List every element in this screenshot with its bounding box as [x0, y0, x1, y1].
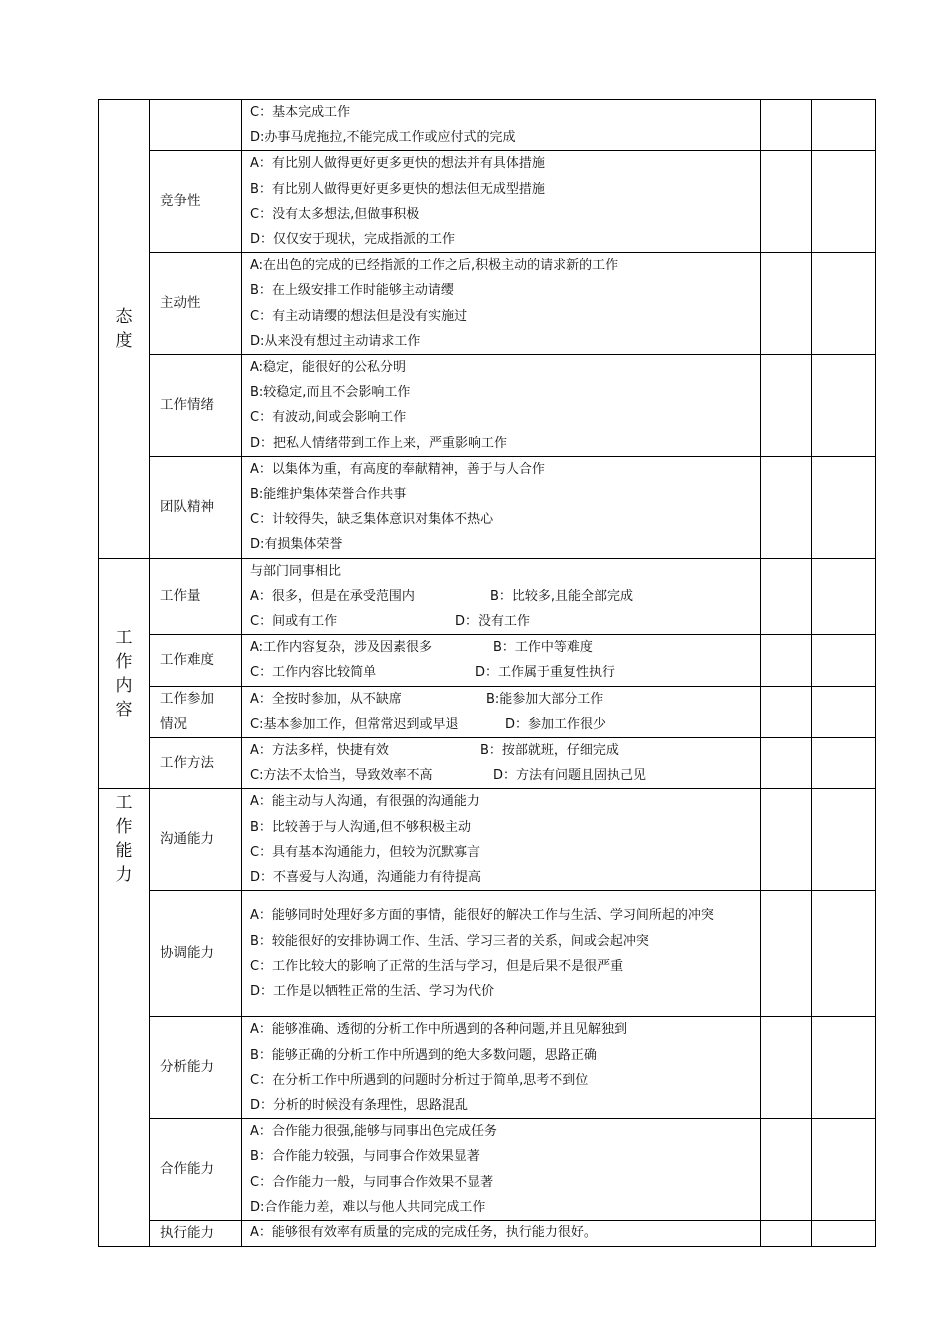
score-cell[interactable]: [761, 1017, 812, 1119]
category-work-content-char-4: 容: [115, 699, 133, 720]
category-attitude: [99, 100, 150, 559]
table-row: [99, 635, 876, 686]
criterion-options: [242, 456, 761, 558]
criterion-name-line-2: 情况: [160, 715, 187, 732]
option-b: B：工作中等难度: [493, 640, 593, 656]
criterion-options: [242, 738, 761, 789]
score-cell[interactable]: [761, 558, 812, 635]
table-row: [99, 1017, 876, 1119]
option-line: [250, 738, 756, 763]
category-work-content: [99, 558, 150, 789]
option-line: B：合作能力较强，与同事合作效果显著: [250, 1149, 480, 1165]
option-line: A：能主动与人沟通，有很强的沟通能力: [250, 794, 480, 810]
option-a: A：方法多样，快捷有效: [250, 743, 389, 759]
remark-cell[interactable]: [812, 789, 876, 891]
option-line: A：能够很有效率有质量的完成的完成任务，执行能力很好。: [250, 1225, 597, 1241]
option-line: C：基本完成工作: [250, 105, 351, 120]
criterion-options: [242, 558, 761, 635]
remark-cell[interactable]: [812, 891, 876, 1017]
criterion-name: [150, 686, 242, 737]
score-cell[interactable]: [761, 1220, 812, 1246]
option-b: B:能参加大部分工作: [486, 691, 604, 707]
option-line: [250, 763, 756, 788]
option-line: C：有主动请缨的想法但是没有实施过: [250, 308, 468, 324]
category-work-ability-char-4: 力: [115, 865, 133, 886]
option-line: B：能够正确的分析工作中所遇到的绝大多数问题，思路正确: [250, 1047, 597, 1063]
category-work-ability-char-1: 工: [115, 793, 133, 814]
criterion-name: 竞争性: [150, 151, 242, 253]
option-line: A：有比别人做得更好更多更快的想法并有具体措施: [250, 156, 545, 172]
option-line: D：不喜爱与人沟通，沟通能力有待提高: [250, 870, 482, 886]
category-work-ability-char-3: 能: [115, 841, 133, 862]
option-c: C：工作内容比较简单: [250, 665, 377, 681]
option-line: B：在上级安排工作时能够主动请缨: [250, 283, 454, 299]
criterion-name: 工作方法: [150, 738, 242, 789]
option-line: [250, 660, 756, 685]
criterion-options: [242, 686, 761, 737]
option-line: [250, 687, 756, 712]
option-line: A：能够同时处理好多方面的事情，能很好的解决工作与生活、学习间所起的冲突: [250, 908, 714, 924]
option-a: A：全按时参加，从不缺席: [250, 691, 402, 707]
category-attitude-char-2: 度: [115, 330, 133, 351]
remark-cell[interactable]: [812, 1220, 876, 1246]
evaluation-table: [98, 99, 876, 1247]
option-b: B：按部就班，仔细完成: [480, 743, 619, 759]
score-cell[interactable]: [761, 100, 812, 151]
remark-cell[interactable]: [812, 738, 876, 789]
remark-cell[interactable]: [812, 253, 876, 355]
table-row: [99, 100, 876, 151]
category-work-ability: [99, 789, 150, 1246]
criterion-name: 主动性: [150, 253, 242, 355]
option-line: D：把私人情绪带到工作上来，严重影响工作: [250, 435, 508, 451]
table-row: [99, 355, 876, 457]
option-line: D:合作能力差，难以与他人共同完成工作: [250, 1199, 486, 1215]
option-line: D:办事马虎拖拉,不能完成工作或应付式的完成: [250, 130, 516, 146]
option-c: C:方法不太恰当，导致效率不高: [250, 768, 433, 784]
option-line: [250, 635, 756, 660]
option-line: A:稳定，能很好的公私分明: [250, 360, 407, 376]
option-d: D：没有工作: [455, 614, 531, 630]
option-d: D：方法有问题且固执己见: [493, 768, 647, 784]
criterion-options: [242, 253, 761, 355]
remark-cell[interactable]: [812, 1119, 876, 1221]
criterion-name: 工作量: [150, 558, 242, 635]
option-line: C：合作能力一般，与同事合作效果不显著: [250, 1174, 494, 1190]
option-line: D:从来没有想过主动请求工作: [250, 333, 421, 349]
remark-cell[interactable]: [812, 635, 876, 686]
score-cell[interactable]: [761, 151, 812, 253]
criterion-options: [242, 1220, 761, 1246]
table-row: [99, 456, 876, 558]
criterion-name: 工作情绪: [150, 355, 242, 457]
option-line: C：计较得失，缺乏集体意识对集体不热心: [250, 512, 494, 528]
option-line: B:能维护集体荣誉合作共事: [250, 487, 407, 503]
score-cell[interactable]: [761, 789, 812, 891]
remark-cell[interactable]: [812, 100, 876, 151]
score-cell[interactable]: [761, 891, 812, 1017]
option-line: [250, 584, 756, 609]
option-a: A：很多，但是在承受范围内: [250, 588, 415, 604]
criterion-options: [242, 151, 761, 253]
option-line: D：分析的时候没有条理性，思路混乱: [250, 1097, 469, 1113]
option-a: A:工作内容复杂，涉及因素很多: [250, 640, 433, 656]
score-cell[interactable]: [761, 738, 812, 789]
option-line: A：合作能力很强,能够与同事出色完成任务: [250, 1124, 498, 1140]
score-cell[interactable]: [761, 1119, 812, 1221]
option-line: B：有比别人做得更好更多更快的想法但无成型措施: [250, 181, 545, 197]
table-row: [99, 253, 876, 355]
option-c: C：间或有工作: [250, 614, 338, 630]
table-row: [99, 1220, 876, 1246]
option-b: B：比较多,且能全部完成: [490, 588, 634, 604]
criterion-name-line-1: 工作参加: [160, 690, 214, 707]
criterion-options: [242, 1017, 761, 1119]
criterion-options: [242, 355, 761, 457]
criterion-name: 合作能力: [150, 1119, 242, 1221]
criterion-name: 沟通能力: [150, 789, 242, 891]
criterion-options: [242, 789, 761, 891]
criterion-options: [242, 1119, 761, 1221]
option-line: C：在分析工作中所遇到的问题时分析过于简单,思考不到位: [250, 1072, 589, 1088]
category-work-ability-char-2: 作: [115, 817, 133, 838]
table-row: [99, 1119, 876, 1221]
criterion-name: 工作难度: [150, 635, 242, 686]
score-cell[interactable]: [761, 686, 812, 737]
score-cell[interactable]: [761, 253, 812, 355]
option-line: C：没有太多想法,但做事积极: [250, 206, 420, 222]
criterion-name: 分析能力: [150, 1017, 242, 1119]
category-work-content-char-3: 内: [115, 675, 133, 696]
table-row: [99, 891, 876, 1017]
option-line: C：有波动,间或会影响工作: [250, 410, 407, 426]
option-line: C：工作比较大的影响了正常的生活与学习，但是后果不是很严重: [250, 958, 624, 974]
option-line: [250, 609, 756, 634]
score-cell[interactable]: [761, 355, 812, 457]
option-line: D:有损集体荣誉: [250, 537, 343, 553]
criterion-name: 团队精神: [150, 456, 242, 558]
option-line: D：工作是以牺牲正常的生活、学习为代价: [250, 984, 495, 999]
remark-cell[interactable]: [812, 686, 876, 737]
option-c: C:基本参加工作，但常常迟到或早退: [250, 716, 459, 732]
option-line: [250, 712, 756, 737]
category-work-content-char-2: 作: [115, 651, 133, 672]
category-attitude-char-1: 态: [115, 306, 133, 327]
remark-cell[interactable]: [812, 355, 876, 457]
category-work-content-char-1: 工: [115, 627, 133, 648]
criterion-options: [242, 100, 761, 151]
score-cell[interactable]: [761, 456, 812, 558]
option-line: B：比较善于与人沟通,但不够积极主动: [250, 819, 472, 835]
remark-cell[interactable]: [812, 558, 876, 635]
option-d: D：工作属于重复性执行: [475, 665, 616, 681]
option-line: A:在出色的完成的已经指派的工作之后,积极主动的请求新的工作: [250, 258, 619, 274]
remark-cell[interactable]: [812, 1017, 876, 1119]
table-row: [99, 738, 876, 789]
criterion-name: 执行能力: [150, 1220, 242, 1246]
option-line: C：具有基本沟通能力，但较为沉默寡言: [250, 844, 481, 860]
criterion-options: [242, 891, 761, 1017]
option-line: A：能够准确、透彻的分析工作中所遇到的各种问题,并且见解独到: [250, 1022, 628, 1038]
criterion-options: [242, 635, 761, 686]
table-row: [99, 558, 876, 635]
remark-cell[interactable]: [812, 151, 876, 253]
criterion-name: [150, 100, 242, 151]
criterion-name: 协调能力: [150, 891, 242, 1017]
option-line: D：仅仅安于现状，完成指派的工作: [250, 232, 456, 248]
table-row: [99, 789, 876, 891]
option-line: B：较能很好的安排协调工作、生活、学习三者的关系，间或会起冲突: [250, 933, 649, 949]
option-d: D：参加工作很少: [505, 716, 607, 732]
table-row: [99, 151, 876, 253]
option-line: B:较稳定,而且不会影响工作: [250, 385, 411, 401]
option-line: 与部门同事相比: [250, 563, 342, 579]
table-row: [99, 686, 876, 737]
score-cell[interactable]: [761, 635, 812, 686]
remark-cell[interactable]: [812, 456, 876, 558]
option-line: A：以集体为重，有高度的奉献精神，善于与人合作: [250, 461, 545, 477]
